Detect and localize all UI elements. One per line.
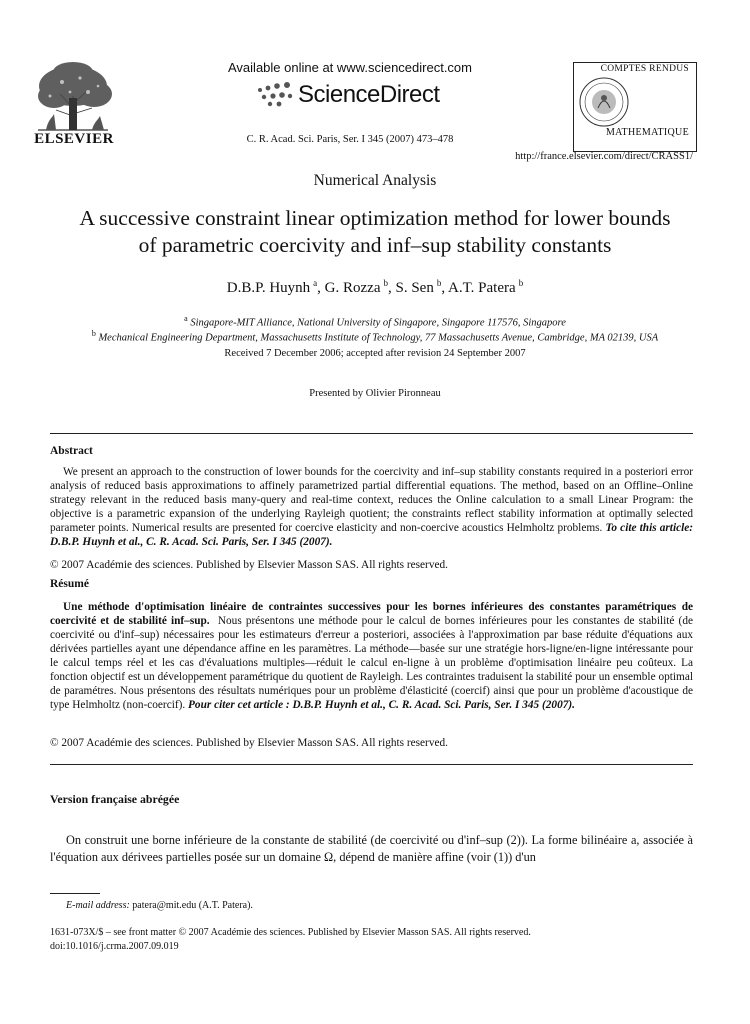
comptes-rendus-subtitle: MATHEMATIQUE	[605, 127, 689, 138]
title-line-1: A successive constraint linear optimization method for lower bounds	[79, 206, 671, 230]
affiliation-a	[40, 314, 710, 329]
resume-citation: Pour citer cet article : D.B.P. Huynh et al., C. R. Acad. Sci. Paris, Ser. I 345 (2007).	[188, 699, 575, 711]
issn-line: 1631-073X/$ – see front matter © 2007 Académie des sciences. Published by Elsevier Masson SAS. All rights reserved.	[50, 927, 531, 938]
article-title	[40, 205, 710, 259]
resume-copyright: © 2007 Académie des sciences. Published by Elsevier Masson SAS. All rights reserved.	[50, 737, 448, 749]
body-paragraph-text: On construit une borne inférieure de la constante de stabilité (de coercivité ou d'inf–sup (2)). La forme bilinéaire a, associée à l'équation aux dérivees partielles posée sur un domaine Ω, dépend de manière affine (voir (1)) d'un	[50, 833, 693, 864]
footnote-rule	[50, 893, 100, 894]
article-section: Numerical Analysis	[313, 172, 437, 189]
journal-reference: C. R. Acad. Sci. Paris, Ser. I 345 (2007) 473–478	[246, 134, 454, 145]
abstract-top-rule	[50, 433, 693, 434]
comptes-rendus-title: COMPTES RENDUS	[600, 64, 689, 74]
author-name[interactable]: A.T. Patera	[448, 280, 516, 296]
abstract-body	[50, 465, 693, 549]
imprint	[50, 926, 531, 954]
resume-heading: Résumé	[50, 578, 89, 590]
section-heading: Version française abrégée	[50, 792, 180, 806]
author-name[interactable]: D.B.P. Huynh	[226, 280, 311, 296]
email-label: E-mail address:	[66, 900, 130, 911]
abstract-heading: Abstract	[50, 445, 93, 457]
email-value[interactable]: patera@mit.edu (A.T. Patera).	[132, 900, 253, 911]
abstract-copyright: © 2007 Académie des sciences. Published by Elsevier Masson SAS. All rights reserved.	[50, 559, 448, 571]
sciencedirect-wordmark[interactable]: ScienceDirect	[298, 81, 440, 108]
author-affiliation-mark: b	[518, 278, 524, 288]
corresponding-email	[66, 900, 253, 911]
received-dates: Received 7 December 2006; accepted after revision 24 September 2007	[224, 348, 526, 359]
abstract-text: We present an approach to the construction of lower bounds for the coercivity and inf–sup stability constants required in a posteriori error analysis of reduced basis approximations to affinely parametrized partial differential equations. The method, based on an Offline–Online strategy relevant in the reduced basis many-query and real-time context, reduces the Online calculation to a small Linear Program: the objective is a parametric expansion of the underlying Rayleigh quotient; the constraints reflect stability information at optimally selected parameter points. Numerical results are presented for coercive elasticity and non-coercive acoustics Helmholtz problems.	[50, 466, 693, 534]
available-online-link[interactable]: Available online at www.sciencedirect.com	[228, 60, 472, 75]
author-name[interactable]: S. Sen	[395, 280, 434, 296]
journal-url-link[interactable]: http://france.elsevier.com/direct/CRASS1/	[515, 151, 693, 162]
author-list: D.B.P. Huynh $^a$, G. Rozza $^b$, S. Sen $^b$, A.T. Patera $^b$	[226, 278, 524, 296]
affiliation-b	[40, 329, 710, 344]
affiliation-key: a	[184, 314, 188, 323]
author-affiliation-mark: b	[383, 278, 388, 288]
abstract-bottom-rule	[50, 764, 693, 765]
body-paragraph	[50, 832, 693, 866]
abstract-citation: To cite this article: D.B.P. Huynh et al., C. R. Acad. Sci. Paris, Ser. I 345 (2007).	[50, 522, 694, 548]
affiliation-text: Singapore-MIT Alliance, National University of Singapore, Singapore 117576, Singapore	[190, 317, 566, 329]
elsevier-wordmark: ELSEVIER	[34, 131, 114, 147]
resume-body	[50, 600, 693, 712]
resume-title: Une méthode d'optimisation linéaire de contraintes successives pour les bornes inférieures des constantes paramétriques de coercivité et de stabilité inf–sup.	[50, 601, 693, 627]
author-name[interactable]: G. Rozza	[324, 280, 381, 296]
title-line-2: of parametric coercivity and inf–sup stability constants	[138, 233, 612, 257]
doi-link[interactable]: doi:10.1016/j.crma.2007.09.019	[50, 941, 179, 952]
affiliation-key: b	[91, 329, 96, 338]
author-affiliation-mark: b	[436, 278, 442, 288]
resume-text: Nous présentons une méthode pour le calcul de bornes inférieures pour les constantes de stabilité (de coercivité ou d'inf–sup) nécessaires pour les estimateurs d'erreur a posteriori, associées à l'approximation par base réduite d'équations aux dérivées partielles ayant une dépendance affine en les paramètres. La méthode—basée sur une stratégie hors-ligne/en-ligne intéressante pour le calcul temps réel et les cas d'évaluations multiples—réduit le calcul en-ligne à un problème d'optimisation linéaire peu coûteux. La fonction objectif est un développement paramétrique du quotient de Rayleigh. Les contraintes traduisent la stabilité pour un ensemble optimal de paramétres. Nous présentons des résultats numériques pour un problème d'élasticité (coercif) ainsi que pour un problème d'acoustique de type Helmholtz (non-coercif).	[50, 615, 693, 711]
academie-seal-icon	[578, 76, 630, 128]
presented-by: Presented by Olivier Pironneau	[309, 388, 441, 399]
author-affiliation-mark: a	[313, 278, 318, 288]
affiliation-text: Mechanical Engineering Department, Massachusetts Institute of Technology, 77 Massachusetts Avenue, Cambridge, MA 02139, USA	[98, 332, 659, 344]
